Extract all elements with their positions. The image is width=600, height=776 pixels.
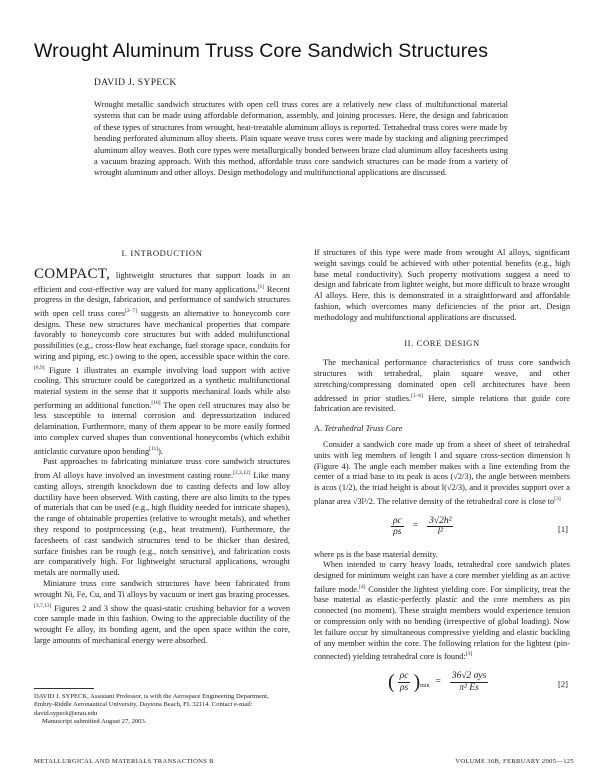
equation-1: $\frac{\rho c}{\rho s}$ = $\frac{\text{3√2h²}}{\text{l²}}$ [1] — [393, 515, 568, 538]
citation: [3,7,13] — [34, 602, 52, 609]
paragraph: Consider a sandwich core made up from a sheet of sheet of tetrahedral units with leg members of length l and square cross-section dimension h (Figure 4). The angle each member makes with a line extending from the center of a triad base to its peak is acos (√2/3), the angle between members is acos (1/2), the triad height is about l(√2/3), and it provides support over a planar area √3l²/2. The relative density of the tetrahedral core is close to[3] — [314, 439, 570, 506]
paragraph: COMPACT, lightweight structures that support loads in an efficient and cost-effective way are valued for many applications.[1] Recent progress in the design, fabrication, and performance of sandwich structures with open cell truss cores[2–7] suggests an alternative to honeycomb core designs. These new structures have mechanical properties that compare favorably to honeycomb core structures but with added multifunctional possibilities (e.g., cross-flow heat exchange, fuel storage space, conduits for wiring and piping, etc.) owing to the open, accessible space within the core.[8,9] Figure 1 illustrates an example involving load support with active cooling. This structure could be categorized as a synthetic multifunctional material system in the sense that it supports mechanical loads while also performing an additional function.[10] The open cell structures may also be less susceptible to internal corrosion and depressurization induced delamination. Furthermore, many of them appear to be more easily formed into complex curved shapes than conventional honeycombs (which exhibit anticlastic curvature upon bending[11]). — [34, 265, 291, 456]
section-heading-introduction: I. INTRODUCTION — [121, 248, 203, 258]
volume-page: VOLUME 36B, FEBRUARY 2005—125 — [455, 758, 574, 765]
right-column — [314, 248, 570, 705]
subsection-heading-tetrahedral: A. Tetrahedral Truss Core — [314, 424, 403, 434]
equation-number: [2] — [557, 679, 568, 690]
citation: [2–7] — [125, 307, 137, 314]
abstract: Wrought metallic sandwich structures with open cell truss cores are a relatively new class of multifunctional material systems that can be made using affordable deformation, assembly, and joining processes. Here, the design and fabrication of these types of structures from wrought, heat-treatable aluminum alloys is reported. Tetrahedral truss cores were made by bending perforated aluminum alloy sheets. Plain square weave truss cores were made by stacking and aligning precrimped aluminum alloy weaves. Both core types were metallurgically bonded between braze clad aluminum alloy facesheets using a vacuum brazing approach. With this method, affordable truss core sandwich structures can be made from a variety of wrought aluminum and other alloys. Design methodology and multifunctional applications are discussed. — [94, 100, 508, 178]
citation: [3] — [554, 495, 561, 502]
citation: [8,9] — [34, 364, 45, 371]
citation: [2,3,12] — [233, 470, 251, 477]
author-name: DAVID J. SYPECK — [94, 78, 177, 88]
citation: [11] — [149, 445, 159, 452]
equation-number: [1] — [557, 523, 568, 534]
citation: [1] — [257, 283, 265, 290]
citation: [3] — [465, 651, 473, 658]
paragraph: Miniature truss core sandwich structures have been fabricated from wrought Ni, Fe, Cu, and Ti alloys by vacuum or inert gas brazing processes.[3,7,13] Figures 2 and 3 show the quasi-static crushing behavior for a woven core sample made in this fashion. Owing to the appreciable ductility of the wrought Fe alloy, its bonding agent, and the open space within the core, large amounts of mechanical energy were absorbed. — [34, 579, 290, 645]
paragraph: Past approaches to fabricating miniature truss core sandwich structures from Al alloys have involved an investment casting route.[2,3,12] Like many casting alloys, strength knockdown due to casting defects and low alloy ductility have been observed. With casting, there are also limits to the types of materials that can be used (e.g., high fluidity needed for intricate shapes), the range of obtainable properties (relative to wrought metals), and whether they respond to postprocessing (e.g., heat treatment). Furthermore, the facesheets of cast sandwich structures tend to be thicker than desired, surface finishes can be rough (e.g., notch sensitive), and fabrication costs are comparatively high. For lightweight structural applications, wrought metals are normally used. — [34, 457, 290, 578]
paragraph: If structures of this type were made from wrought Al alloys, significant weight savings could be achieved with other potential benefits (e.g., high base metal conductivity). Such property motivations suggest a need to design and fabricate from lighter weight, but more difficult to braze wrought Al alloys. Here, this is demonstrated in a straightforward and affordable fashion, which overcomes many deficiencies of the prior art. Design methodology and multifunctional applications are discussed. — [314, 248, 570, 322]
drop-cap-word: COMPACT, — [34, 265, 111, 282]
equation-2: ( ρc ρs ) min = 36√2 σys π² Es [2] — [388, 671, 568, 694]
paragraph: where ρs is the base material density. — [314, 549, 438, 559]
footnote-divider — [34, 688, 94, 689]
page-title: Wrought Aluminum Truss Core Sandwich Structures — [34, 40, 489, 62]
author-footnote: DAVID J. SYPECK, Assistant Professor, is with the Aerospace Engineering Department, Embry-Riddle Aeronautical University, Daytona Beach, FL 32114. Contact e-mail: david.sypeck@erau.edu Manuscript submitted August 27, 2003. — [34, 693, 269, 725]
section-heading-core-design: II. CORE DESIGN — [404, 337, 480, 348]
journal-name: METALLURGICAL AND MATERIALS TRANSACTIONS B — [34, 758, 214, 765]
citation: [10] — [151, 399, 161, 406]
citation: [1–6] — [411, 392, 423, 399]
paragraph: When intended to carry heavy loads, tetrahedral core sandwich plates designed for minimum weight can have a core member yielding as an active failure mode.[4] Consider the lightest yielding core. For simplicity, treat the base material as elastic-perfectly plastic and the core members as pin connected (no moment). These straight members would experience tension or compression only with no bending (irrespective of global loading). Now let failure occur by simultaneous compressive yielding and elastic buckling of any member within the core. The following relation for the lightest (pin-connected) yielding tetrahedral core is found:[3] — [314, 560, 570, 662]
citation: [4] — [359, 583, 366, 590]
paragraph: The mechanical performance characteristics of truss core sandwich structures with tetrahedral, plain square weave, and other stretching/compressing dominated open cell architectures have been addressed in prior studies.[1–6] Here, simple relations that guide core fabrication are revisited. — [314, 358, 570, 414]
left-column — [34, 248, 290, 647]
